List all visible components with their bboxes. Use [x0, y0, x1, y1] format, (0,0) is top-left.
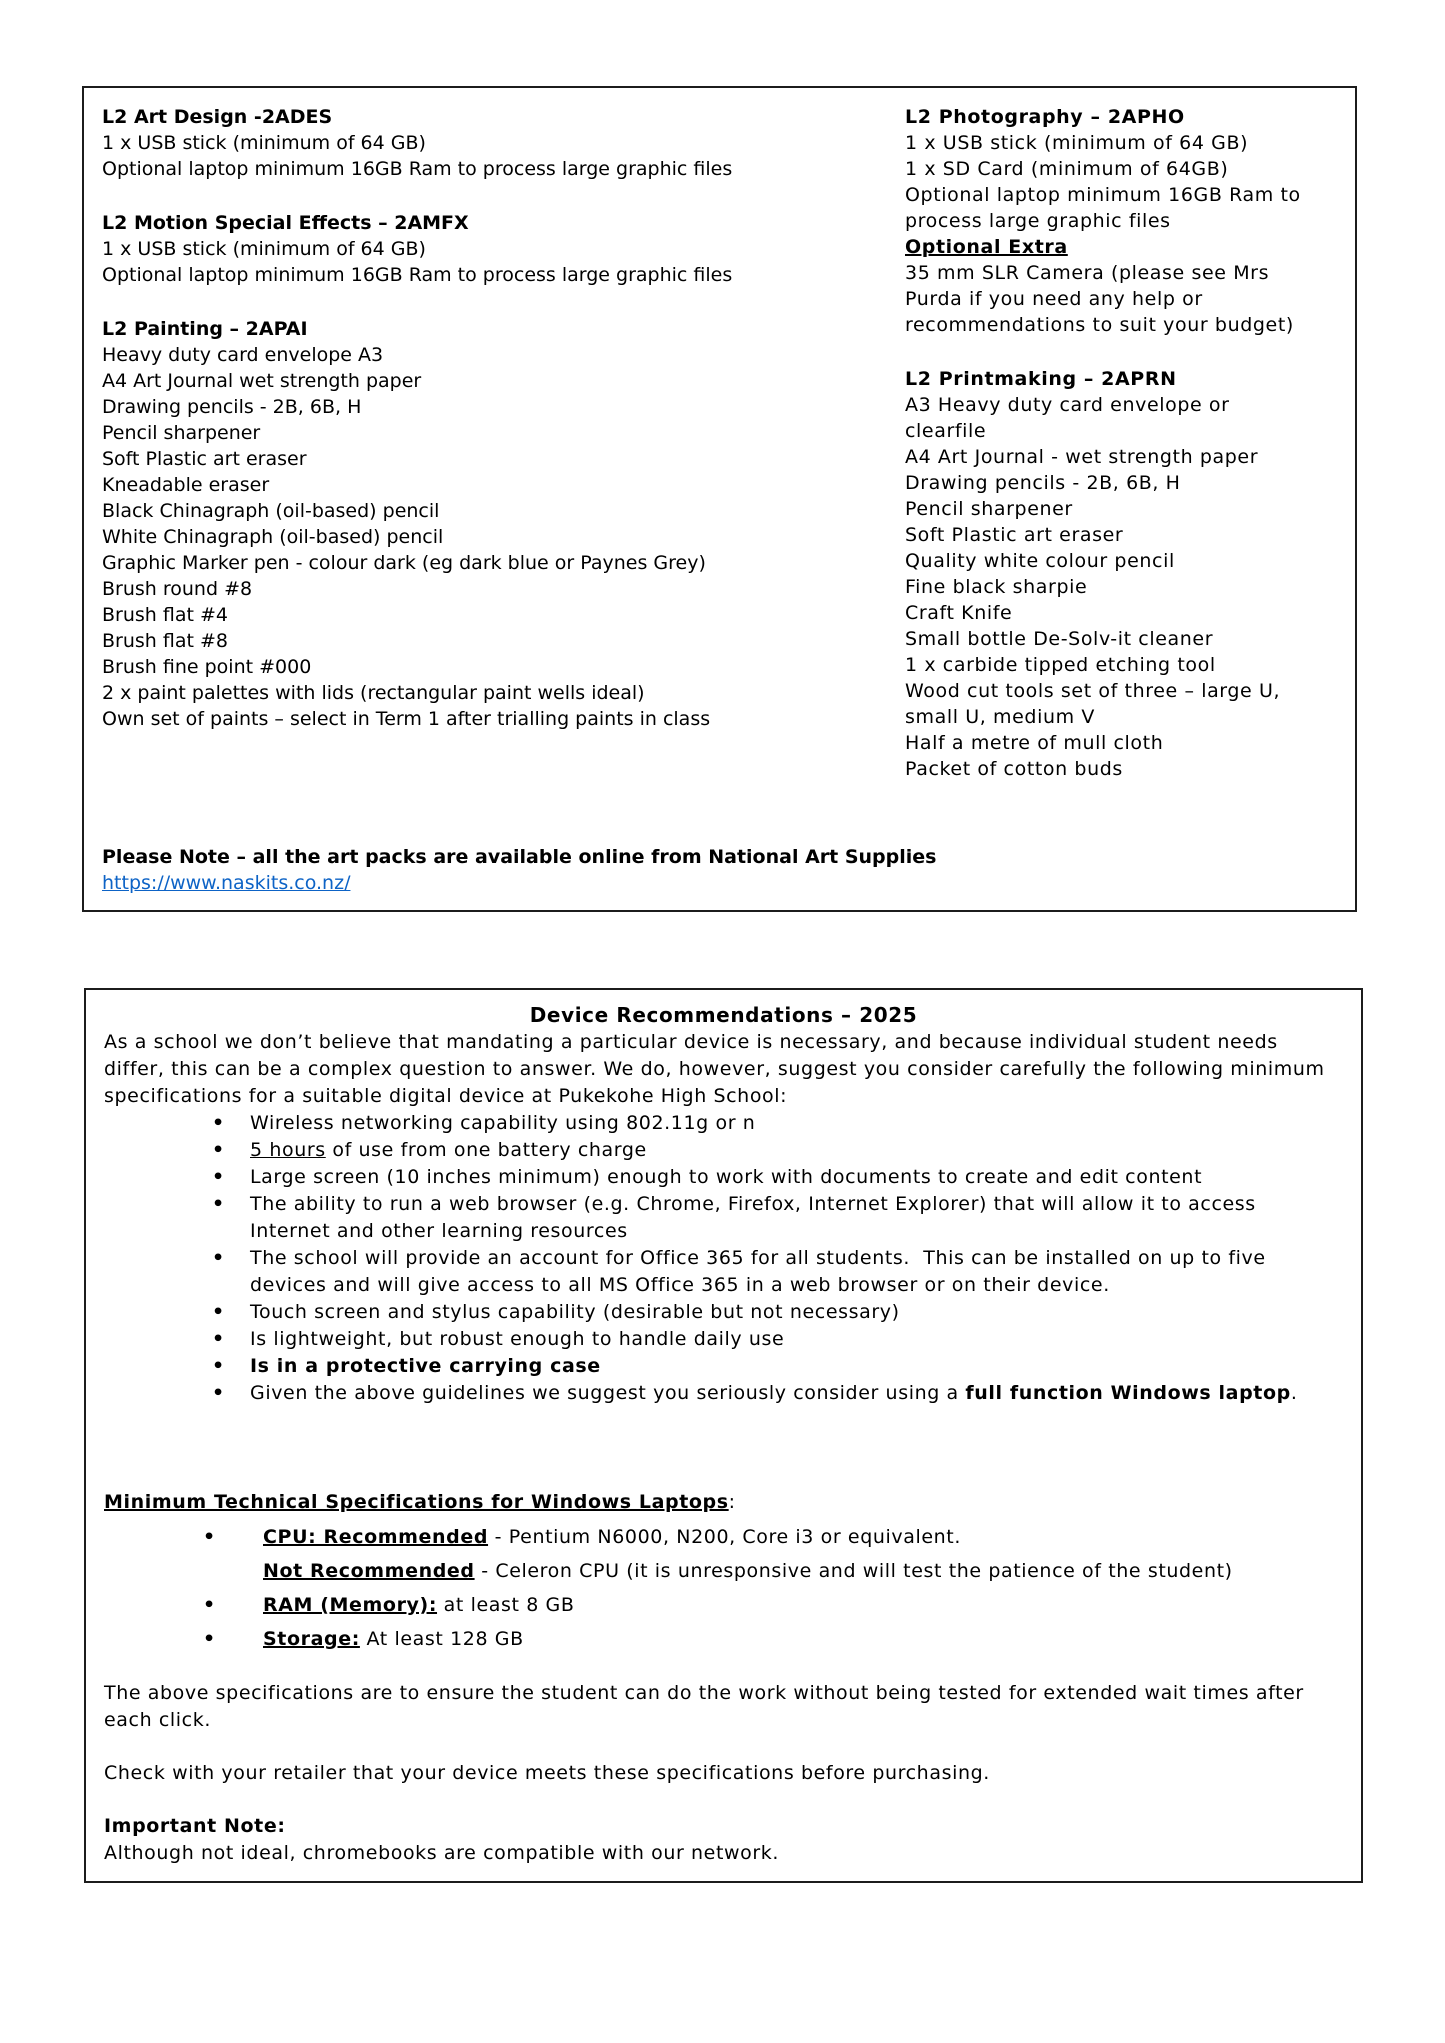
bullet-line: • Large screen (10 inches minimum) enough to work with documents to create and edit content: [250, 1166, 1203, 1188]
text-segment: - Pentium N6000, N200, Core i3 or equivalent.: [488, 1526, 961, 1548]
course-heading: L2 Motion Special Effects – 2AMFX: [102, 212, 469, 234]
supply-item: Optional laptop minimum 16GB Ram to process large graphic files: [102, 158, 733, 180]
device-bullet-list: [104, 1110, 1343, 1407]
spec-line: [263, 1524, 1343, 1551]
supply-item: Pencil sharpener: [102, 422, 261, 444]
supply-item: Craft Knife: [905, 602, 1013, 624]
supply-item: 1 x USB stick (minimum of 64 GB): [102, 132, 426, 154]
supply-item: Wood cut tools set of three – large U, small U, medium V: [905, 680, 1287, 728]
text-segment: .: [1290, 1382, 1298, 1404]
text-segment: at least 8 GB: [437, 1594, 575, 1616]
device-bullet-item: [104, 1353, 1343, 1380]
spec-line: [263, 1558, 1343, 1585]
text-segment: CPU: Recommended: [263, 1526, 489, 1548]
supply-item: Soft Plastic art eraser: [102, 448, 307, 470]
supply-item: Heavy duty card envelope A3: [102, 344, 384, 366]
important-note-body: Although not ideal, chromebooks are compatible with our network.: [104, 1842, 780, 1864]
supply-item: Fine black sharpie: [905, 576, 1088, 598]
supply-item: Soft Plastic art eraser: [905, 524, 1124, 546]
supply-item: White Chinagraph (oil-based) pencil: [102, 526, 444, 548]
text-segment: full function Windows laptop: [965, 1382, 1291, 1404]
supply-item: Drawing pencils - 2B, 6B, H: [102, 396, 362, 418]
supply-item: 1 x SD Card (minimum of 64GB): [905, 158, 1229, 180]
text-segment: At least 128 GB: [359, 1628, 524, 1650]
bullet-line: • The ability to run a web browser (e.g. Chrome, Firefox, Internet Explorer) that will allow it to access Internet and other learning resources: [250, 1193, 1263, 1242]
art-columns: [102, 104, 1337, 782]
supply-item: Own set of paints – select in Term 1 after trialling paints in class: [102, 708, 711, 730]
bullet-line: • Is lightweight, but robust enough to handle daily use: [250, 1328, 785, 1350]
text-segment: Not Recommended: [263, 1560, 475, 1582]
supply-item: Kneadable eraser: [102, 474, 270, 496]
device-bullet-item: [104, 1191, 1343, 1245]
spec-line: [263, 1592, 1343, 1619]
specs-note-paragraph: The above specifications are to ensure the student can do the work without being tested for extended wait times after each click.: [104, 1682, 1311, 1731]
supply-item: 35 mm SLR Camera (please see Mrs Purda if you need any help or recommendations to suit your budget): [905, 262, 1294, 336]
supply-item: Pencil sharpener: [905, 498, 1073, 520]
art-supplies-link[interactable]: https://www.naskits.co.nz/: [102, 872, 351, 894]
retailer-paragraph: Check with your retailer that your device meets these specifications before purchasing.: [104, 1762, 990, 1784]
course-section: [905, 104, 1317, 338]
device-bullet-item: [104, 1299, 1343, 1326]
text-segment: - Celeron CPU (it is unresponsive and will test the patience of the student): [474, 1560, 1233, 1582]
important-note-heading: Important Note:: [104, 1815, 286, 1837]
course-heading: L2 Printmaking – 2APRN: [905, 368, 1177, 390]
art-note: Please Note – all the art packs are available online from National Art Supplies: [102, 846, 937, 868]
supply-item: Packet of cotton buds: [905, 758, 1123, 780]
supply-item: Half a metre of mull cloth: [905, 732, 1164, 754]
specs-heading-colon: :: [728, 1491, 736, 1513]
supply-item: Optional laptop minimum 16GB Ram to process large graphic files: [905, 184, 1308, 232]
supply-item: Brush fine point #000: [102, 656, 312, 678]
supply-item: Brush flat #8: [102, 630, 228, 652]
device-bullet-item: [104, 1380, 1343, 1407]
text-segment: Is in a protective carrying case: [250, 1355, 601, 1377]
supply-item: [905, 234, 1317, 260]
specs-list: [104, 1524, 1343, 1653]
supply-item: 1 x USB stick (minimum of 64 GB): [102, 238, 426, 260]
device-bullet-item: [104, 1110, 1343, 1137]
supply-item: 1 x USB stick (minimum of 64 GB): [905, 132, 1249, 154]
device-title: Device Recommendations – 2025: [529, 1003, 918, 1027]
course-section: [102, 316, 905, 732]
course-heading: L2 Photography – 2APHO: [905, 106, 1185, 128]
bullet-line: [250, 1380, 1327, 1407]
course-section: [905, 366, 1317, 782]
supply-item: Small bottle De-Solv-it cleaner: [905, 628, 1214, 650]
device-bullet-item: [104, 1326, 1343, 1353]
device-bullet-item: [104, 1137, 1343, 1164]
supply-item: Quality white colour pencil: [905, 550, 1175, 572]
supply-item: Drawing pencils - 2B, 6B, H: [905, 472, 1181, 494]
course-heading: L2 Art Design -2ADES: [102, 106, 333, 128]
supply-item: A3 Heavy duty card envelope or clearfile: [905, 394, 1237, 442]
supply-item: 2 x paint palettes with lids (rectangular paint wells ideal): [102, 682, 645, 704]
course-section: [102, 210, 905, 288]
spec-item: [104, 1626, 1343, 1653]
text-segment: RAM (Memory):: [263, 1594, 438, 1616]
text-segment: Optional Extra: [905, 236, 1068, 258]
bullet-line: • Touch screen and stylus capability (desirable but not necessary): [250, 1301, 900, 1323]
bullet-line: • Wireless networking capability using 802.11g or n: [250, 1112, 756, 1134]
device-bullet-item: [104, 1164, 1343, 1191]
device-recommendations-box: [84, 988, 1363, 1883]
supply-item: A4 Art Journal - wet strength paper: [905, 446, 1259, 468]
text-segment: 5 hours: [250, 1139, 326, 1161]
specs-heading: [104, 1489, 1343, 1516]
supply-item: Graphic Marker pen - colour dark (eg dark blue or Paynes Grey): [102, 552, 706, 574]
art-right-column: [905, 104, 1317, 782]
text-segment: of use from one battery charge: [325, 1139, 647, 1161]
device-bullet-item: [104, 1245, 1343, 1299]
course-section: [102, 104, 905, 182]
course-heading: L2 Painting – 2APAI: [102, 318, 308, 340]
specs-heading-text: Minimum Technical Specifications for Windows Laptops: [104, 1491, 729, 1513]
art-left-column: [102, 104, 905, 782]
supply-item: Black Chinagraph (oil-based) pencil: [102, 500, 440, 522]
supply-item: Brush flat #4: [102, 604, 228, 626]
spec-item: [104, 1592, 1343, 1619]
supply-item: Brush round #8: [102, 578, 253, 600]
text-segment: Given the above guidelines we suggest you seriously consider using a: [250, 1382, 966, 1404]
supply-item: Optional laptop minimum 16GB Ram to process large graphic files: [102, 264, 733, 286]
bullet-line: [250, 1137, 1327, 1164]
bullet-line: • The school will provide an account for Office 365 for all students. This can be installed on up to five devices and will give access to all MS Office 365 in a web browser or on their device.: [250, 1247, 1273, 1296]
device-intro: As a school we don’t believe that mandating a particular device is necessary, and because individual student needs differ, this can be a complex question to answer. We do, however, suggest you consider carefully the following minimum specifications for a suitable digital device at Pukekohe High School:: [104, 1031, 1332, 1107]
supply-item: 1 x carbide tipped etching tool: [905, 654, 1216, 676]
supply-item: A4 Art Journal wet strength paper: [102, 370, 422, 392]
text-segment: Storage:: [263, 1628, 360, 1650]
spec-item: [104, 1524, 1343, 1585]
art-supplies-box: [82, 86, 1357, 912]
bullet-line: [250, 1353, 1327, 1380]
spec-line: [263, 1626, 1343, 1653]
